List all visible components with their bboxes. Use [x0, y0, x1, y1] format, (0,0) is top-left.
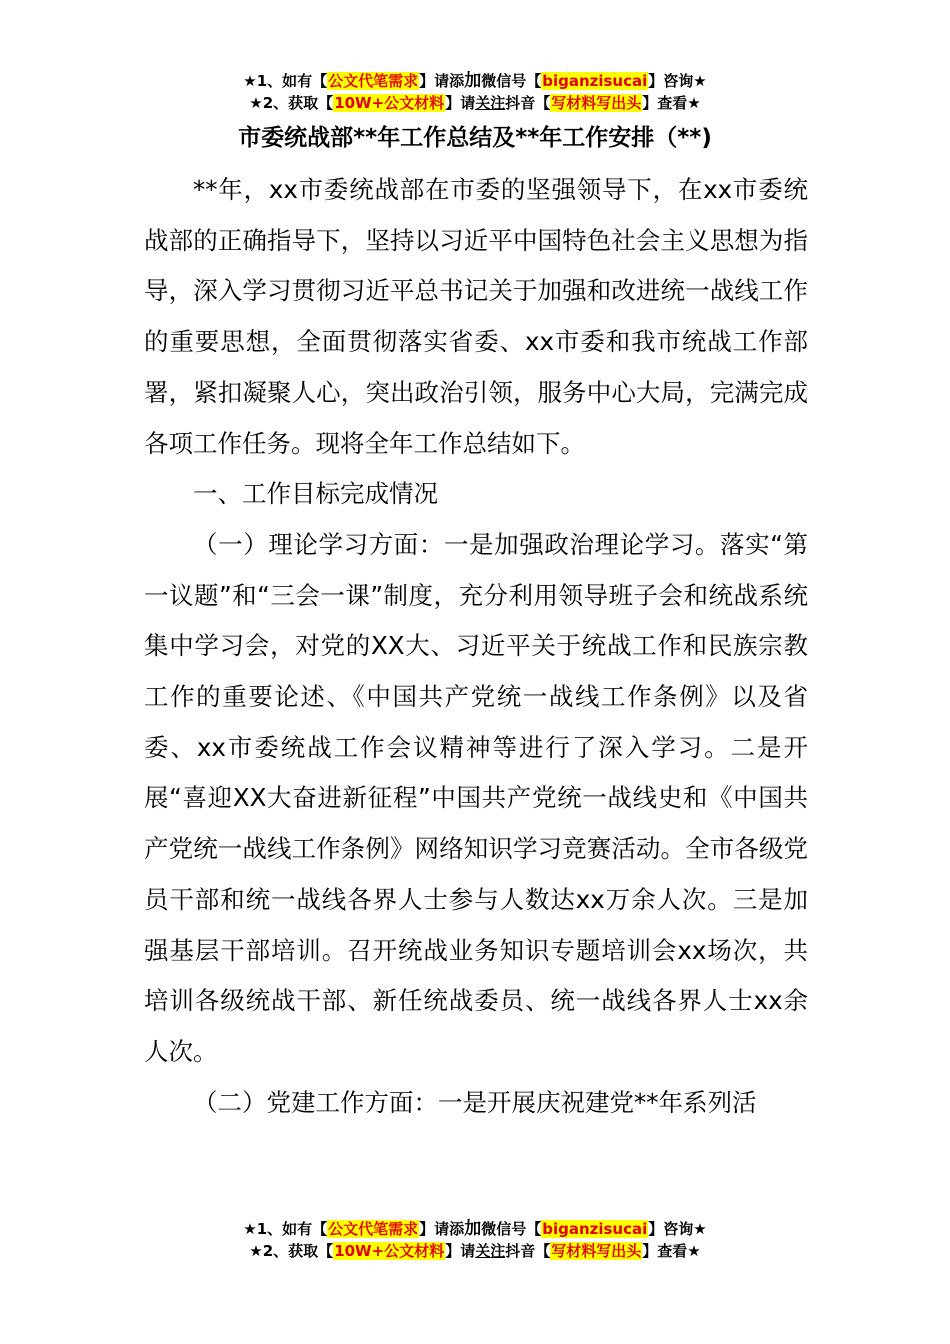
- highlight-materials: 10W+公文材料: [334, 94, 445, 112]
- promo-emphasis: 加: [464, 71, 482, 91]
- highlight-douyin-account: 写材料写出头: [551, 94, 642, 112]
- highlight-service: 公文代笔需求: [328, 1220, 419, 1238]
- promo-text: 】咨询★: [648, 1220, 707, 1238]
- document-body: [144, 165, 808, 1128]
- highlight-wechat-id: biganzisucai: [542, 1220, 648, 1238]
- intro-paragraph: **年，xx市委统战部在市委的坚强领导下，在xx市委统战部的正确指导下，坚持以习近平中国特色社会主义思想为指导，深入学习贯彻习近平总书记关于加强和改进统一战线工作的重要思想，全面贯彻落实省委、xx市委和我市统战工作部署，紧扣凝聚人心，突出政治引领，服务中心大局，完满完成各项工作任务。现将全年工作总结如下。: [144, 175, 808, 458]
- promo-emphasis: 加: [464, 1219, 482, 1239]
- promo-text: ★2、获取【: [249, 1242, 334, 1260]
- promo-line-1: [0, 70, 950, 92]
- promo-text: ★1、如有【: [243, 1220, 328, 1238]
- promo-text: 】查看★: [642, 1242, 701, 1260]
- promo-text: 微信号【: [481, 72, 542, 90]
- promo-banner-bottom: [0, 1218, 950, 1262]
- promo-line-1: [0, 1218, 950, 1240]
- highlight-douyin-account: 写材料写出头: [551, 1242, 642, 1260]
- promo-text: 】请添: [419, 1220, 465, 1238]
- promo-text: 】请: [445, 94, 476, 112]
- promo-text: ★2、获取【: [249, 94, 334, 112]
- section-heading: 一、工作目标完成情况: [193, 479, 438, 509]
- promo-text: 】请: [445, 1242, 476, 1260]
- body-paragraph: （二）党建工作方面：一是开展庆祝建党**年系列活: [193, 1087, 757, 1117]
- promo-text: 抖音【: [505, 94, 551, 112]
- promo-text: 抖音【: [505, 1242, 551, 1260]
- highlight-materials: 10W+公文材料: [334, 1242, 445, 1260]
- promo-line-2: [0, 92, 950, 114]
- promo-emphasis: 关注: [475, 94, 506, 112]
- promo-emphasis: 关注: [475, 1242, 506, 1260]
- promo-banner-top: [0, 70, 950, 114]
- document-title: 市委统战部**年工作总结及**年工作安排（**): [238, 125, 712, 151]
- promo-text: 】查看★: [642, 94, 701, 112]
- highlight-service: 公文代笔需求: [328, 72, 419, 90]
- body-paragraph: （一）理论学习方面：一是加强政治理论学习。落实“第一议题”和“三会一课”制度，充分利用领导班子会和统战系统集中学习会，对党的XX大、习近平关于统战工作和民族宗教工作的重要论述、《中国共产党统一战线工作条例》以及省委、xx市委统战工作会议精神等进行了深入学习。二是开展“喜迎XX大奋进新征程”中国共产党统一战线史和《中国共产党统一战线工作条例》网络知识学习竞赛活动。全市各级党员干部和统一战线各界人士参与人数达xx万余人次。三是加强基层干部培训。召开统战业务知识专题培训会xx场次，共培训各级统战干部、新任统战委员、统一战线各界人士xx余人次。: [144, 529, 808, 1066]
- promo-text: 微信号【: [481, 1220, 542, 1238]
- promo-line-2: [0, 1240, 950, 1262]
- promo-text: ★1、如有【: [243, 72, 328, 90]
- promo-text: 】咨询★: [648, 72, 707, 90]
- highlight-wechat-id: biganzisucai: [542, 72, 648, 90]
- promo-text: 】请添: [419, 72, 465, 90]
